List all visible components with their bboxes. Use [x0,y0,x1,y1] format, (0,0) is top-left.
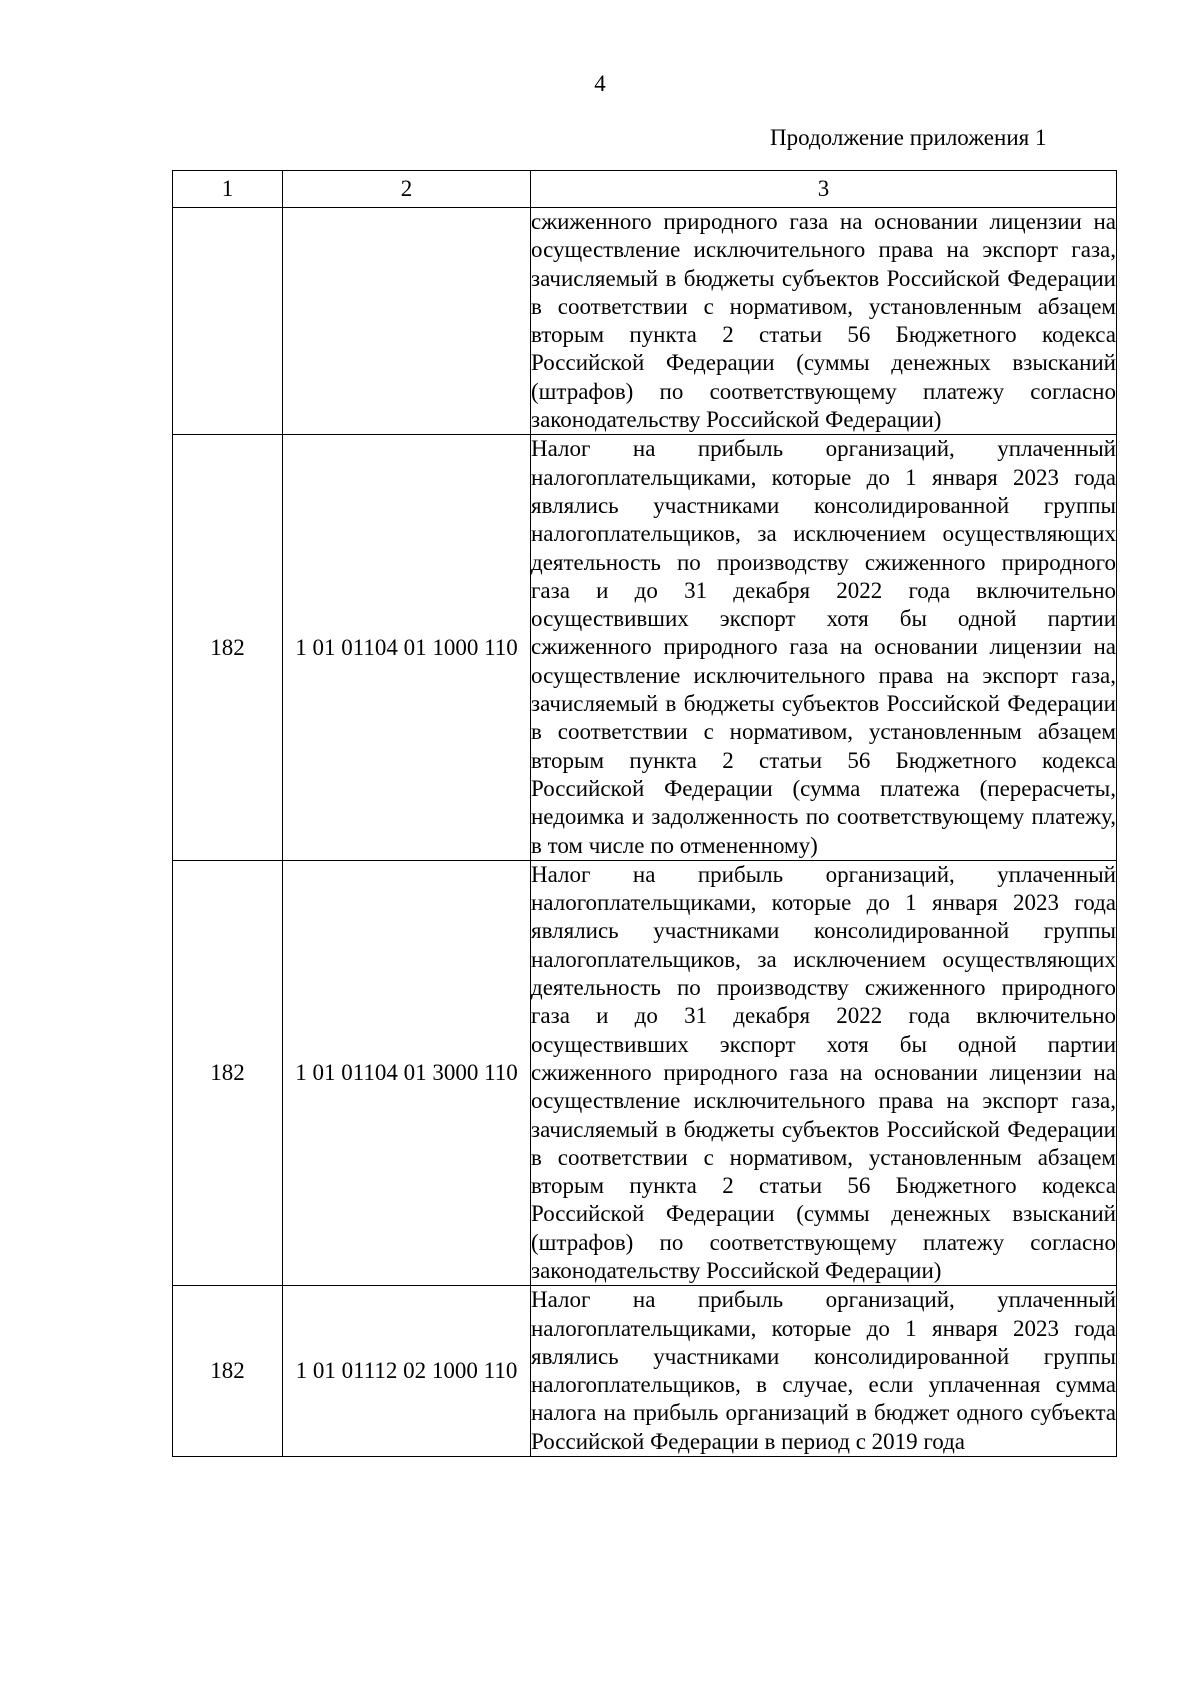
kbk-code-cell [283,208,531,435]
table-row [173,860,1117,1285]
description-cell: Налог на прибыль организаций, уплаченный налогоплательщиками, которые до 1 января 2023 года являлись участниками консолидированной группы налогоплательщиков, в случае, если уплаченная сумма налога на прибыль организаций в бюджет одного субъекта Российской Федерации в период с 2019 года [531,1286,1117,1457]
kbk-code-cell: 1 01 01104 01 1000 110 [283,435,531,860]
column-header-3: 3 [531,171,1117,208]
admin-code-cell [173,208,283,435]
kbk-code-cell: 1 01 01112 02 1000 110 [283,1286,531,1457]
admin-code-cell: 182 [173,860,283,1285]
continuation-label: Продолжение приложения 1 [770,125,1047,150]
kbk-code-cell: 1 01 01104 01 3000 110 [283,860,531,1285]
admin-code-cell: 182 [173,435,283,860]
description-cell: Налог на прибыль организаций, уплаченный налогоплательщиками, которые до 1 января 2023 года являлись участниками консолидированной группы налогоплательщиков, за исключением осуществляющих деятельность по производству сжиженного природного газа и до 31 декабря 2022 года включительно осуществивших экспорт хотя бы одной партии сжиженного природного газа на основании лицензии на осуществление исключительного права на экспорт газа, зачисляемый в бюджеты субъектов Российской Федерации в соответствии с нормативом, установленным абзацем вторым пункта 2 статьи 56 Бюджетного кодекса Российской Федерации (сумма платежа (перерасчеты, недоимка и задолженность по соответствующему платежу, в том числе по отмененному) [531,435,1117,860]
table-row [173,208,1117,435]
column-header-1: 1 [173,171,283,208]
description-cell: Налог на прибыль организаций, уплаченный налогоплательщиками, которые до 1 января 2023 года являлись участниками консолидированной группы налогоплательщиков, за исключением осуществляющих деятельность по производству сжиженного природного газа и до 31 декабря 2022 года включительно осуществивших экспорт хотя бы одной партии сжиженного природного газа на основании лицензии на осуществление исключительного права на экспорт газа, зачисляемый в бюджеты субъектов Российской Федерации в соответствии с нормативом, установленным абзацем вторым пункта 2 статьи 56 Бюджетного кодекса Российской Федерации (суммы денежных взысканий (штрафов) по соответствующему платежу согласно законодательству Российской Федерации) [531,860,1117,1285]
page-number: 4 [594,71,606,96]
table-row [173,435,1117,860]
appendix-table [172,170,1117,1457]
column-header-2: 2 [283,171,531,208]
admin-code-cell: 182 [173,1286,283,1457]
table-row [173,1286,1117,1457]
table-header-row [173,171,1117,208]
description-cell: сжиженного природного газа на основании лицензии на осуществление исключительного права на экспорт газа, зачисляемый в бюджеты субъектов Российской Федерации в соответствии с нормативом, установленным абзацем вторым пункта 2 статьи 56 Бюджетного кодекса Российской Федерации (суммы денежных взысканий (штрафов) по соответствующему платежу согласно законодательству Российской Федерации) [531,208,1117,435]
